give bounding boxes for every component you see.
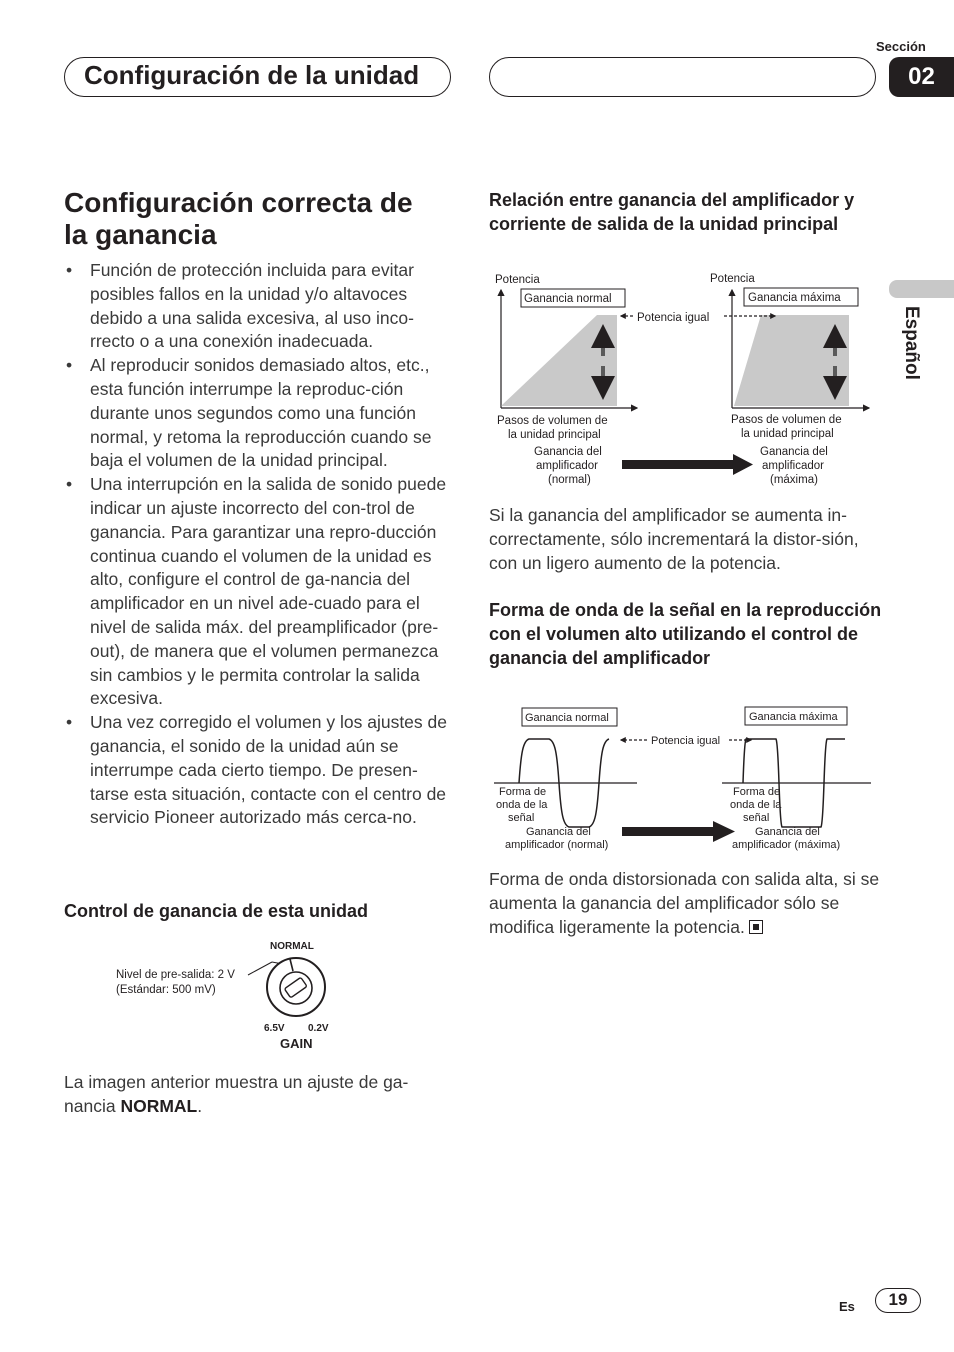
transition-arrow-body <box>622 460 734 469</box>
waveform-label-left-3: señal <box>508 812 535 824</box>
gain-normal-l3: (normal) <box>548 474 591 486</box>
gain-relation-paragraph: Si la ganancia del amplificador se aumenta in-correctamente, sólo incrementará la distor-sión, con un ligero aumento de la potencia. <box>489 505 859 573</box>
max-gain-box-label: Ganancia máxima <box>749 711 838 723</box>
knob-caption-end: . <box>197 1095 203 1116</box>
equal-power-label: Potencia igual <box>637 312 710 324</box>
bullet-list <box>64 259 454 830</box>
language-label: Español <box>901 306 922 380</box>
page-title-line1: Configuración correcta de <box>64 187 413 218</box>
bullet-item: • Al reproducir sonidos demasiado altos, etc., esta función interrumpe la reproduc-ción durante unos segundos como una función normal, y retoma la reproducción cuando se baja el volumen de la unidad principal. <box>64 354 454 473</box>
gain-normal-l1: Ganancia del <box>534 446 602 458</box>
waveform-diagram <box>489 703 879 853</box>
page-title-line2: la ganancia <box>64 219 217 250</box>
normal-gain-box-label: Ganancia normal <box>525 712 609 724</box>
steps-label-right-2: la unidad principal <box>741 428 834 440</box>
footer-lang-code: Es <box>839 1299 855 1314</box>
waveform-label-left-2: onda de la <box>496 799 548 811</box>
knob-normal-label: NORMAL <box>270 941 314 952</box>
gain-control-heading: Control de ganancia de esta unidad <box>64 901 369 921</box>
page-title <box>64 187 464 251</box>
steps-label-left-2: la unidad principal <box>508 429 601 441</box>
page-number: 19 <box>875 1288 921 1313</box>
knob-left-value: 6.5V <box>264 1023 285 1034</box>
knob-caption-text: La imagen anterior muestra un ajuste de ga-nancia <box>64 1072 409 1116</box>
waveform-label-right-2: onda de la <box>730 799 782 811</box>
header-empty-pill <box>489 57 876 97</box>
bullet-item: • Una vez corregido el volumen y los ajustes de ganancia, el sonido de la unidad aún se interrumpe cada cierto tiempo. De presen-tarse esta situación, contacte con el centro de servicio Pioneer autorizado más cerca-no. <box>64 711 454 830</box>
knob-right-value: 0.2V <box>308 1023 329 1034</box>
normal-gain-box-label: Ganancia normal <box>524 293 612 305</box>
max-gain-area <box>734 315 849 406</box>
gain-normal-l2: amplificador <box>536 460 598 472</box>
gain-normal-l2: amplificador (normal) <box>505 839 609 851</box>
waveform-heading: Forma de onda de la señal en la reproducción con el volumen alto utilizando el control de ganancia del amplificador <box>489 600 882 668</box>
waveform-label-right-1: Forma de <box>733 786 781 798</box>
bullet-item: • Una interrupción en la salida de sonido puede indicar un ajuste incorrecto del con-trol de ganancia. Para garantizar una repro-ducción continua cuando el volumen de la unidad es alto, configure el control de ga-nancia del amplificador en un nivel ade-cuado para el nivel de salida máx. del preamplificador (pre-out), de manera que el volumen permanezca sin cambios y le permita controlar la salida excesiva. <box>64 473 454 711</box>
section-label: Sección <box>876 39 926 54</box>
gain-max-l1: Ganancia del <box>760 446 828 458</box>
transition-arrow-head <box>733 454 753 475</box>
waveform-label-right-3: señal <box>743 812 770 824</box>
gain-relation-diagram <box>489 268 879 493</box>
knob-leader-line <box>248 962 272 975</box>
steps-label-right-1: Pasos de volumen de <box>731 414 842 426</box>
gain-max-l3: (máxima) <box>770 474 818 486</box>
gain-max-l2: amplificador <box>762 460 824 472</box>
knob-level-label: Nivel de pre-salida: 2 V <box>116 969 235 981</box>
language-tab <box>889 280 954 298</box>
gain-max-l1: Ganancia del <box>755 826 820 838</box>
equal-power-label: Potencia igual <box>651 735 721 747</box>
potencia-label-left: Potencia <box>495 274 540 286</box>
chapter-title: Configuración de la unidad <box>84 60 420 90</box>
knob-caption-bold: NORMAL <box>120 1095 198 1116</box>
end-of-section-icon <box>749 920 763 934</box>
waveform-paragraph-text: Forma de onda distorsionada con salida alta, si se aumenta la ganancia del amplificador sólo se modifica ligeramente la potencia. <box>489 869 880 937</box>
max-gain-box-label: Ganancia máxima <box>748 292 841 304</box>
gain-normal-l1: Ganancia del <box>526 826 591 838</box>
section-number: 02 <box>889 57 954 97</box>
knob-standard-label: (Estándar: 500 mV) <box>116 984 216 996</box>
bullet-item: • Función de protección incluida para evitar posibles fallos en la unidad y/o altavoces debido a una salida excesiva, al uso inco-rrecto o a una conexión inadecuada. <box>64 259 454 354</box>
knob-gain-label: GAIN <box>280 1036 313 1051</box>
normal-gain-area <box>501 315 617 406</box>
potencia-label-right: Potencia <box>710 273 755 285</box>
gain-knob-figure <box>110 935 350 1055</box>
waveform-paragraph <box>489 868 881 939</box>
transition-arrow-body <box>622 827 714 836</box>
gain-relation-heading: Relación entre ganancia del amplificador y corriente de salida de la unidad principal <box>489 190 855 234</box>
gain-max-l2: amplificador (máxima) <box>732 839 841 851</box>
waveform-label-left-1: Forma de <box>499 786 547 798</box>
steps-label-left-1: Pasos de volumen de <box>497 415 608 427</box>
knob-caption <box>64 1071 454 1119</box>
